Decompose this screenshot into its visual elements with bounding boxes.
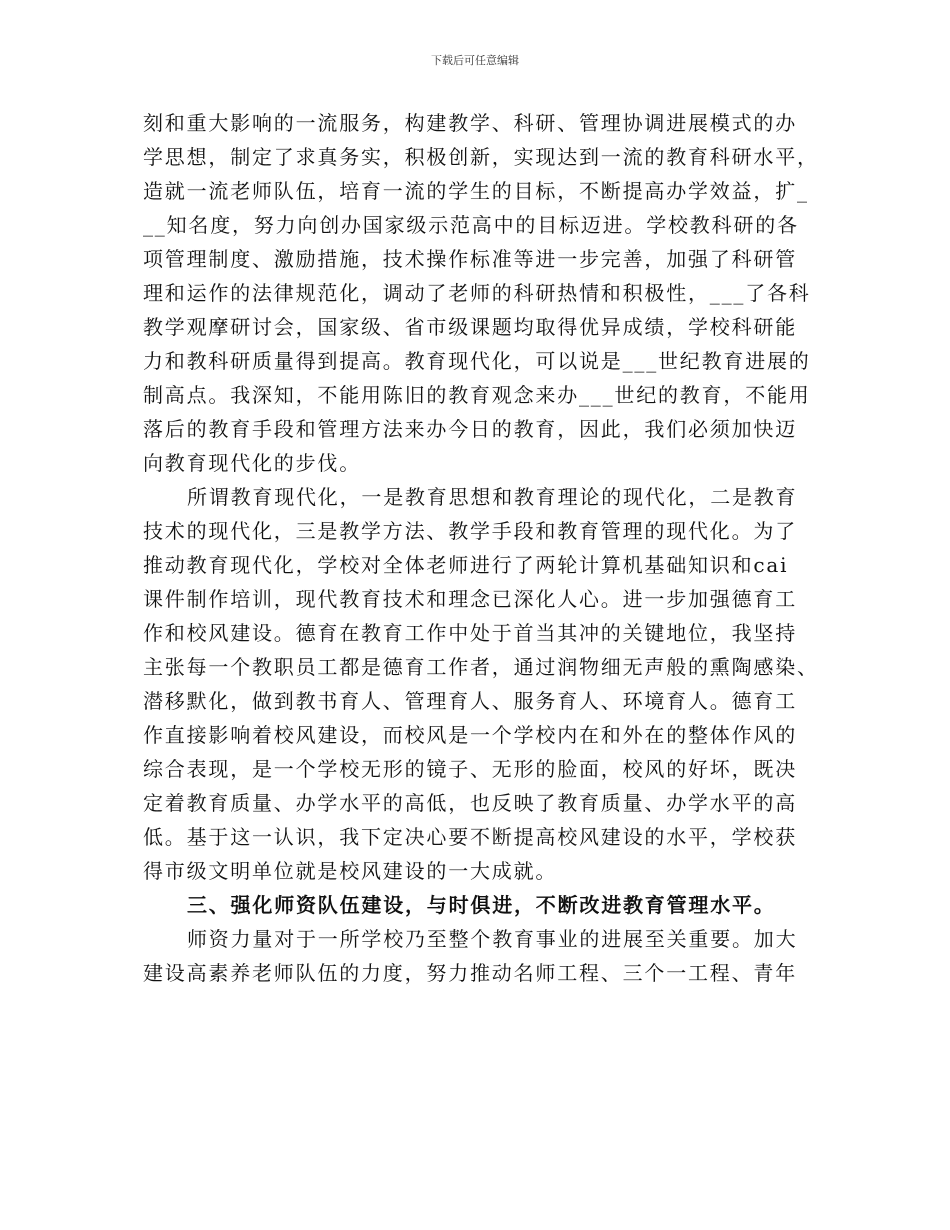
paragraph-start-line: 所谓教育现代化，一是教育思想和教育理论的现代化，二是教育	[187, 485, 798, 509]
paragraph-start-line: 师资力量对于一所学校乃至整个教育事业的进展至关重要。加大	[187, 927, 798, 951]
text-line: 教学观摩研讨会，国家级、省市级课题均取得优异成绩，学校科研能	[143, 315, 797, 339]
document-body	[143, 106, 823, 990]
text-line: 得市级文明单位就是校风建设的一大成就。	[143, 859, 558, 883]
text-line: 造就一流老师队伍，培育一流的学生的目标，不断提高办学效益，扩_	[143, 179, 809, 203]
text-line: 作直接影响着校风建设，而校风是一个学校内在和外在的整体作风的	[143, 723, 797, 747]
text-line: 低。基于这一认识，我下定决心要不断提高校风建设的水平，学校获	[143, 825, 797, 849]
text-line: 课件制作培训，现代教育技术和理念已深化人心。进一步加强德育工	[143, 587, 797, 611]
text-line: 作和校风建设。德育在教育工作中处于首当其冲的关键地位，我坚持	[143, 621, 797, 645]
text-line: 技术的现代化，三是教学方法、教学手段和教育管理的现代化。为了	[143, 519, 797, 543]
text-line: 向教育现代化的步伐。	[143, 451, 361, 475]
text-line: 学思想，制定了求真务实，积极创新，实现达到一流的教育科研水平，	[143, 145, 819, 169]
text-line: 刻和重大影响的一流服务，构建教学、科研、管理协调进展模式的办	[143, 111, 797, 135]
text-line: 力和教科研质量得到提高。教育现代化，可以说是___世纪教育进展的	[143, 349, 811, 373]
page-header: 下载后可任意编辑	[431, 54, 519, 67]
text-line: 理和运作的法律规范化，调动了老师的科研热情和积极性，___了各科	[143, 281, 811, 305]
text-line: 制高点。我深知，不能用陈旧的教育观念来办___世纪的教育，不能用	[143, 383, 811, 407]
text-line: 主张每一个教职员工都是德育工作者，通过润物细无声般的熏陶感染、	[143, 655, 819, 679]
section-heading: 三、强化师资队伍建设，与时俱进，不断改进教育管理水平。	[187, 893, 776, 917]
text-line: 综合表现，是一个学校无形的镜子、无形的脸面，校风的好坏，既决	[143, 757, 797, 781]
text-line: 项管理制度、激励措施，技术操作标准等进一步完善，加强了科研管	[143, 247, 797, 271]
text-line: 推动教育现代化，学校对全体老师进行了两轮计算机基础知识和cai	[143, 553, 789, 577]
text-line: 潜移默化，做到教书育人、管理育人、服务育人、环境育人。德育工	[143, 689, 797, 713]
text-line: 定着教育质量、办学水平的高低，也反映了教育质量、办学水平的高	[143, 791, 797, 815]
text-line: 落后的教育手段和管理方法来办今日的教育，因此，我们必须加快迈	[143, 417, 797, 441]
text-line: __知名度，努力向创办国家级示范高中的目标迈进。学校教科研的各	[143, 213, 799, 237]
text-line: 建设高素养老师队伍的力度，努力推动名师工程、三个一工程、青年	[143, 961, 797, 985]
